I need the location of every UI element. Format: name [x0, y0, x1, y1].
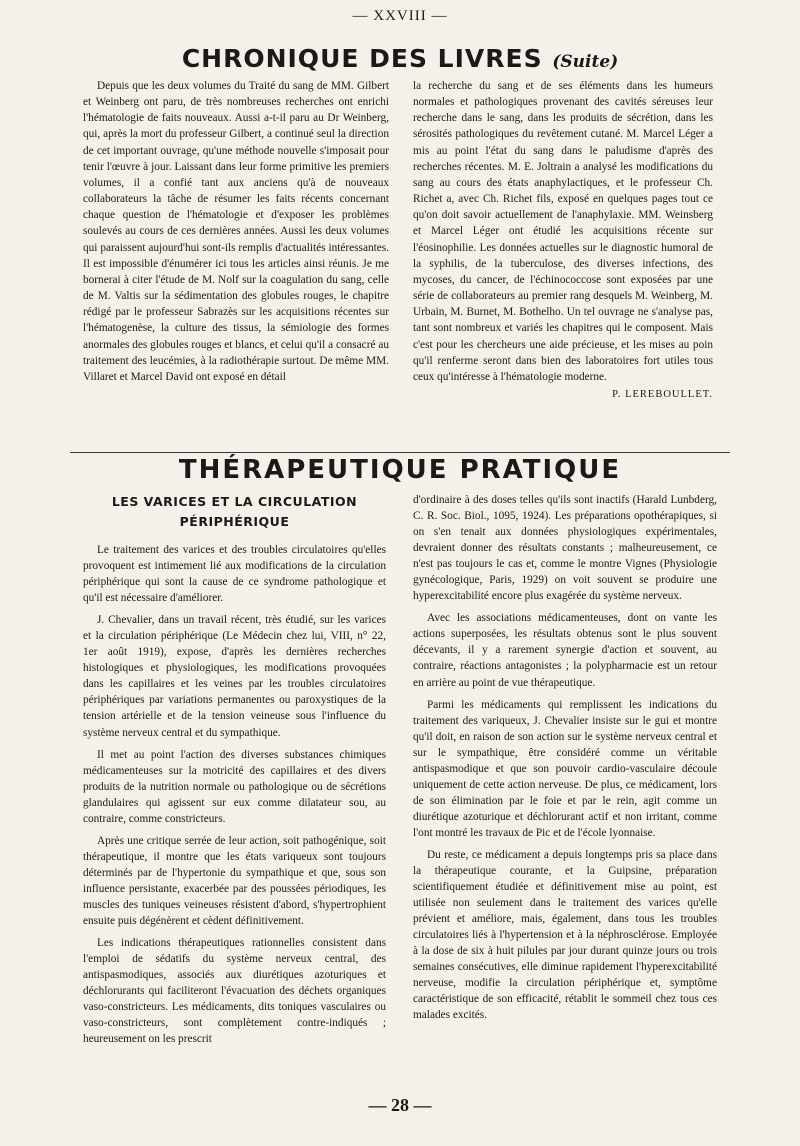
- therapeutique-title: THÉRAPEUTIQUE PRATIQUE: [178, 455, 622, 485]
- article-subtitle-line2: PÉRIPHÉRIQUE: [179, 514, 290, 529]
- signature: P. LEREBOULLET.: [612, 388, 713, 400]
- paragraph: d'ordinaire à des doses telles qu'ils sont inactifs (Harald Lunbderg, C. R. Soc. Biol., 1095, 1924). Les préparations opothérapiques, si on s'en tenait aux données physiologiques expérimentales, devraient donner des résultats constants ; malheureusement, ce n'est pas toujours le cas et, comme le montre Vignes (Physiologie gynécologique, Paris, 1929) on voit souvent se produire une hyperexcitabilité encore plus exagérée du système nerveux.: [413, 494, 717, 603]
- paragraph: Il met au point l'action des diverses substances chimiques médicamenteuses sur la motricité des capillaires et des divers produits de la nutrition normale ou pathologique ou de sécrétions glandulaires qui agissent sur eux comme dilatateur sou, au contraire, comme constricteurs.: [83, 748, 386, 825]
- paragraph: Du reste, ce médicament a depuis longtemps pris sa place dans la thérapeutique courante, et la Guipsine, préparation scientifiquement étudiée et définitivement mise au point, est utilisée non seulement dans le traitement des varices qu'elle prévient et améliore, mais, également, dans tous les troubles circulatoires liés à l'hypertension et à la néphrosclérose. Employée à la dose de six à huit pilules par jour durant quinze jours ou trois semaines consécutives, elle diminue rapidement l'hyperexcitabilité nerveuse, modifie la circulation périphérique et, symptôme caractéristique de son efficacité, rétablit le sommeil chez tous ces malades excités.: [413, 848, 717, 1022]
- therapeutique-left-column: [83, 542, 386, 1047]
- paragraph: J. Chevalier, dans un travail récent, très étudié, sur les varices et la circulation périphérique (Le Médecin chez lui, VIII, n° 22, 1er août 1919), expose, d'après les dernières recherches histologiques et physiologiques, les modifications provoquées dans les capillaires et les veines par les troubles circulatoires périphériques par variations permanentes ou paroxystiques de la tension artérielle et de la tension veineuse sous l'influence du système nerveux central et du sympathique.: [83, 614, 386, 739]
- chronique-suite: (Suite): [552, 52, 619, 72]
- paragraph: Depuis que les deux volumes du Traité du sang de MM. Gilbert et Weinberg ont paru, de très nombreuses recherches ont enrichi l'hématologie de faits nouveaux. Aussi a-t-il paru au Dr Weinberg, qui, après la mort du professeur Gilbert, a continué seul la direction de cet important ouvrage, qu'une méthode nouvelle s'imposait pour tenir l'œuvre à jour. Laissant dans leur forme primitive les premiers volumes, il a confié tant aux anciens qu'à de nouveaux collaborateurs la tâche de résumer les faits récents concernant chaque question de l'hématologie et d'exposer les problèmes soulevés au cours de ces dernières années. Aussi les deux volumes qui paraissent aujourd'hui sont-ils remplis d'actualités intéressantes. Il est impossible d'énumérer ici tous les articles ainsi réunis. Je me bornerai à citer l'étude de M. Nolf sur la coagulation du sang, celle de M. Valtis sur la sédimentation des globules rouges, le chapitre rédigé par le professeur Sabrazès sur les acquisitions récentes sur l'hématogenèse, la culture des tissus, la sémiologie des formes anormales des globules rouges et blancs, et celui qu'il a consacré au traitement des leucémies, à la radiothérapie surtout. De même MM. Villaret et Marcel David ont exposé en détail: [83, 80, 389, 383]
- therapeutique-right-column: [413, 492, 717, 1024]
- paragraph: la recherche du sang et de ses éléments dans les humeurs normales et pathologiques provenant des cavités séreuses leur recherche dans le sang, dans les produits de sécrétion, dans les sérosités pathologiques du revêtement cutané. M. Marcel Léger a mis au point l'état du sang dans le paludisme d'après des recherches récentes. M. E. Joltrain a analysé les modifications du sang au cours des états anaphylactiques, et le professeur Ch. Richet a, avec Ch. Richet fils, exposé en quelques pages tout ce qu'on doit savoir actuellement de l'anaphylaxie. MM. Weinsberg et Marcel Léger ont étudié les acquisitions récente sur l'éosinophilie. Les données actuelles sur le diagnostic humoral de la syphilis, de la tuberculose, des diverses infections, des mycoses, du cancer, de l'échinococcose sont exposées par une série de collaborateurs au premier rang desquels M. Weinberg, M. Urbain, M. Burnet, M. Bothelho. Un tel ouvrage ne s'analyse pas, tant sont nombreux et variés les chapitres qui le composent. Mais c'est pour les chercheurs une aide précieuse, et les mises au poin qu'il renferme seront dans bien des laboratoires fort utiles tous ceux qu'intéresse à l'hématologie moderne.: [413, 80, 713, 383]
- article-subtitle: [83, 492, 386, 532]
- chronique-title-text: CHRONIQUE DES LIVRES: [181, 44, 543, 73]
- paragraph: Parmi les médicaments qui remplissent les indications du traitement des variqueux, J. Chevalier insiste sur le gui et montre qu'il doit, en raison de son action sur le système nerveux central et sur le sympathique, être considéré comme un véritable antispasmodique et que son pouvoir cardio-vasculaire découle uniquement de cette action nerveuse. De plus, ce médicament, lors de son élimination par le foie et par le rein, agit comme un diurétique azoturique et déchlorurant actif et non irritant, comme l'ont montré les travaux de Pic et de l'école lyonnaise.: [413, 698, 717, 839]
- page-number: — 28 —: [368, 1095, 432, 1115]
- section-divider: [70, 452, 730, 453]
- chronique-title: [0, 44, 800, 73]
- paragraph: Le traitement des varices et des troubles circulatoires qu'elles provoquent est intimement lié aux modifications de la circulation périphérique qui sont la cause de ce syndrome pathologique et qu'il est nécessaire d'améliorer.: [83, 544, 386, 605]
- chronique-right-column: [413, 78, 713, 403]
- article-subtitle-line1: LES VARICES ET LA CIRCULATION: [111, 494, 358, 509]
- paragraph: Les indications thérapeutiques rationnelles consistent dans l'emploi de sédatifs du système nerveux central, des antispasmodiques, associés aux diurétiques azoturiques et déchlorurants qui faciliteront l'évacuation des déchets organiques vaso-constricteurs. Les médicaments, dits toniques vasculaires ou vaso-constricteurs, sont complètement contre-indiqués ; heureusement on les prescrit: [83, 937, 386, 1046]
- running-head: — XXVIII —: [352, 8, 448, 24]
- chronique-left-column: [83, 78, 389, 385]
- paragraph: Après une critique serrée de leur action, soit pathogénique, soit thérapeutique, il montre que les états variqueux sont toujours déterminés par de l'hypertonie du sympathique et que, sous son influence persistante, exacerbée par des poussées périodiques, les muscles des tuniques veineuses résistent d'abord, s'hypertrophient ensuite puis dégénèrent et cèdent définitivement.: [83, 834, 386, 928]
- paragraph: Avec les associations médicamenteuses, dont on vante les actions superposées, les résultats obtenus sont le plus souvent décevants, il y a rarement synergie d'action et souvent, au contraire, réactions antagonistes ; la polypharmacie est un retour en arrière au point de vue thérapeutique.: [413, 612, 717, 689]
